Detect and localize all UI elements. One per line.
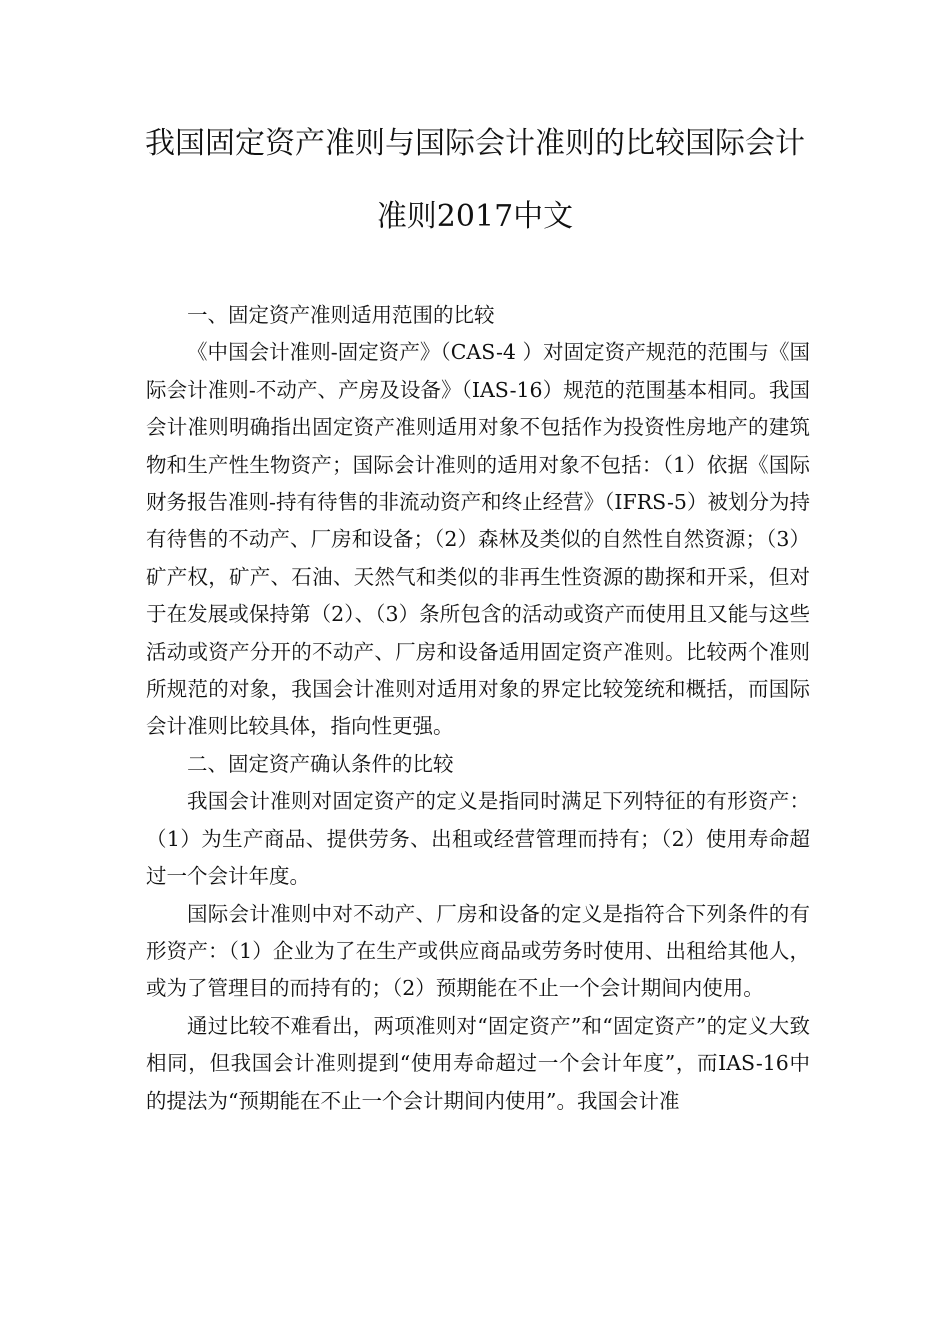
paragraph-scope-comparison: 《中国会计准则-固定资产》（CAS-4 ）对固定资产规范的范围与《国际会计准则-不动产、产房及设备》（IAS-16）规范的范围基本相同。我国会计准则明确指出固定资产准则适用对象不包括作为投资性房地产的建筑物和生产性生物资产；国际会计准则的适用对象不包括：（1）依据《国际财务报告准则-持有待售的非流动资产和终止经营》（IFRS-5）被划分为持有待售的不动产、厂房和设备；（2）森林及类似的自然性自然资源；（3）矿产权，矿产、石油、天然气和类似的非再生性资源的勘探和开采，但对于在发展或保持第（2）、（3）条所包含的活动或资产而使用且又能与这些活动或资产分开的不动产、厂房和设备适用固定资产准则。比较两个准则所规范的对象，我国会计准则对适用对象的界定比较笼统和概括，而国际会计准则比较具体，指向性更强。 [146, 340, 810, 739]
paragraph-definition-comparison: 通过比较不难看出，两项准则对“固定资产”和“固定资产”的定义大致相同，但我国会计准则提到“使用寿命超过一个会计年度”，而IAS-16中的提法为“预期能在不止一个会计期间内使用”。我国会计准 [146, 1013, 810, 1113]
section-heading-scope: 一、固定资产准则适用范围的比较 [187, 303, 495, 327]
document-title-line-1: 我国固定资产准则与国际会计准则的比较国际会计 [145, 126, 805, 161]
section-heading-recognition: 二、固定资产确认条件的比较 [187, 751, 454, 776]
paragraph-ias-definition: 国际会计准则中对不动产、厂房和设备的定义是指符合下列条件的有形资产：（1）企业为了在生产或供应商品或劳务时使用、出租给其他人，或为了管理目的而持有的；（2）预期能在不止一个会计期间内使用。 [146, 901, 810, 1001]
paragraph-cn-definition: 我国会计准则对固定资产的定义是指同时满足下列特征的有形资产：（1）为生产商品、提供劳务、出租或经营管理而持有；（2）使用寿命超过一个会计年度。 [146, 789, 810, 889]
document-body [146, 297, 810, 1120]
document-title-line-2: 准则2017中文 [376, 199, 574, 234]
